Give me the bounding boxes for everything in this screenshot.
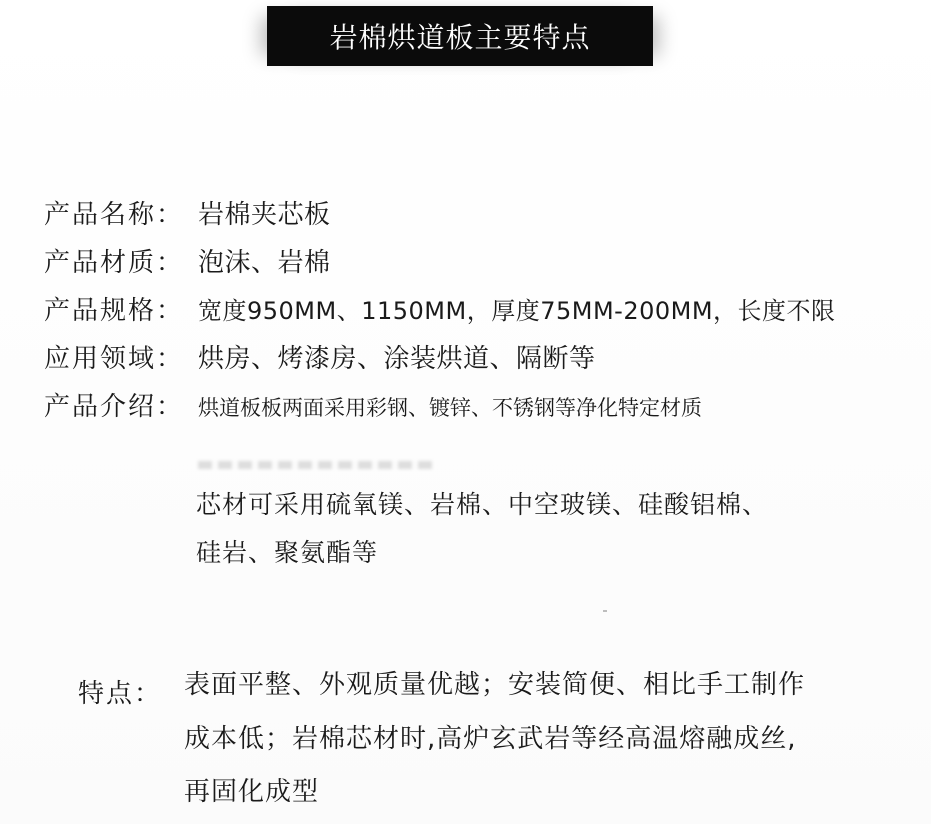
spec-value: 烘房、烤漆房、涂装烘道、隔断等 [198,344,596,374]
spec-label: 应用领域： [44,344,185,374]
stray-mark [603,610,607,612]
spec-value: 宽度950MM、1150MM，厚度75MM-200MM，长度不限 [198,297,836,325]
spec-row-application [44,342,596,376]
spec-row-product-name [44,198,331,232]
spec-row-material [44,246,331,280]
spec-label: 产品材质： [44,248,185,278]
core-material-line-1: 芯材可采用硫氧镁、岩棉、中空玻镁、硅酸铝棉、 [196,490,769,519]
spec-label: 产品规格： [44,296,185,326]
spec-row-introduction [44,390,702,425]
core-material-line-2: 硅岩、聚氨酯等 [196,538,379,567]
spec-value: 岩棉夹芯板 [198,200,331,230]
features-line-1: 表面平整、外观质量优越；安装简便、相比手工制作 [184,670,806,700]
spec-label: 产品名称： [44,200,185,230]
spec-row-specification [44,294,836,328]
spec-label: 产品介绍： [44,392,185,422]
features-line-3: 再固化成型 [184,777,320,807]
faded-text-remnant [198,461,438,469]
page-title: 岩棉烘道板主要特点 [329,21,591,54]
spec-value: 烘道板板两面采用彩钢、镀锌、不锈钢等净化特定材质 [198,396,702,420]
features-line-2: 成本低；岩棉芯材时,高炉玄武岩等经高温熔融成丝, [184,724,797,754]
features-label: 特点： [78,679,163,709]
title-banner [267,6,653,66]
spec-value: 泡沫、岩棉 [198,248,331,278]
